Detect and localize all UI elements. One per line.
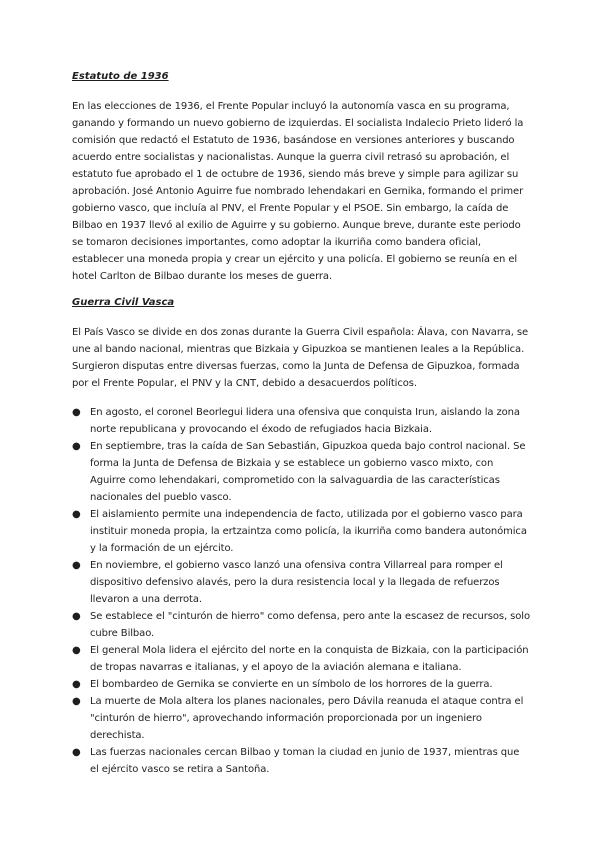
list-item-text: El general Mola lidera el ejército del norte en la conquista de Bizkaia, con la participación de tropas navarras e italianas, y el apoyo de la aviación alemana e italiana. <box>90 645 529 673</box>
list-item-text: El bombardeo de Gernika se convierte en un símbolo de los horrores de la guerra. <box>90 679 493 690</box>
bullet-icon: ● <box>72 611 81 622</box>
bullet-icon: ● <box>72 407 81 418</box>
list-item <box>72 557 530 608</box>
section-paragraph-estatuto: En las elecciones de 1936, el Frente Popular incluyó la autonomía vasca en su programa, ganando y formando un nuevo gobierno de izquierdas. El socialista Indalecio Prieto lideró la comisión que redactó el Estatuto de 1936, basándose en versiones anteriores y buscando acuerdo entre socialistas y nacionalistas. Aunque la guerra civil retrasó su aprobación, el estatuto fue aprobado el 1 de octubre de 1936, siendo más breve y simple para agilizar su aprobación. José Antonio Aguirre fue nombrado lehendakari en Gernika, formando el primer gobierno vasco, que incluía al PNV, el Frente Popular y el PSOE. Sin embargo, la caída de Bilbao en 1937 llevó al exilio de Aguirre y su gobierno. Aunque breve, durante este periodo se tomaron decisiones importantes, como adoptar la ikurriña como bandera oficial, establecer una moneda propia y crear un ejército y una policía. El gobierno se reunía en el hotel Carlton de Bilbao durante los meses de guerra. <box>72 101 524 282</box>
list-item <box>72 676 530 693</box>
bullet-list <box>72 404 530 778</box>
list-item <box>72 642 530 676</box>
list-item-text: En noviembre, el gobierno vasco lanzó una ofensiva contra Villarreal para romper el dispositivo defensivo alavés, pero la dura resistencia local y la llegada de refuerzos llevaron a una derrota. <box>90 560 503 605</box>
list-item <box>72 608 530 642</box>
list-item <box>72 404 530 438</box>
list-item-text: Las fuerzas nacionales cercan Bilbao y toman la ciudad en junio de 1937, mientras que el ejército vasco se retira a Santoña. <box>90 747 520 775</box>
bullet-icon: ● <box>72 747 81 758</box>
list-item-text: El aislamiento permite una independencia de facto, utilizada por el gobierno vasco para instituir moneda propia, la ertzaintza como policía, la ikurriña como bandera autonómica y la formación de un ejército. <box>90 509 527 554</box>
list-item <box>72 744 530 778</box>
document-page <box>72 70 530 778</box>
bullet-icon: ● <box>72 441 81 452</box>
list-item-text: En septiembre, tras la caída de San Sebastián, Gipuzkoa queda bajo control nacional. Se forma la Junta de Defensa de Bizkaia y se establece un gobierno vasco mixto, con Aguirre como lehendakari, comprometido con la salvaguardia de las características nacionales del pueblo vasco. <box>90 441 526 503</box>
bullet-icon: ● <box>72 645 81 656</box>
bullet-icon: ● <box>72 696 81 707</box>
section-title-guerra: Guerra Civil Vasca <box>72 297 175 308</box>
bullet-icon: ● <box>72 679 81 690</box>
list-item-text: La muerte de Mola altera los planes nacionales, pero Dávila reanuda el ataque contra el "cinturón de hierro", aprovechando información proporcionada por un ingeniero derechista. <box>90 696 524 741</box>
list-item-text: En agosto, el coronel Beorlegui lidera una ofensiva que conquista Irun, aislando la zona norte republicana y provocando el éxodo de refugiados hacia Bizkaia. <box>90 407 520 435</box>
list-item <box>72 693 530 744</box>
list-item-text: Se establece el "cinturón de hierro" como defensa, pero ante la escasez de recursos, solo cubre Bilbao. <box>90 611 530 639</box>
list-item <box>72 438 530 506</box>
section-paragraph-guerra: El País Vasco se divide en dos zonas durante la Guerra Civil española: Álava, con Navarra, se une al bando nacional, mientras que Bizkaia y Gipuzkoa se mantienen leales a la República. Surgieron disputas entre diversas fuerzas, como la Junta de Defensa de Gipuzkoa, formada por el Frente Popular, el PNV y la CNT, debido a desacuerdos políticos. <box>72 327 529 389</box>
bullet-icon: ● <box>72 509 81 520</box>
list-item <box>72 506 530 557</box>
bullet-icon: ● <box>72 560 81 571</box>
section-title-estatuto: Estatuto de 1936 <box>72 71 169 82</box>
